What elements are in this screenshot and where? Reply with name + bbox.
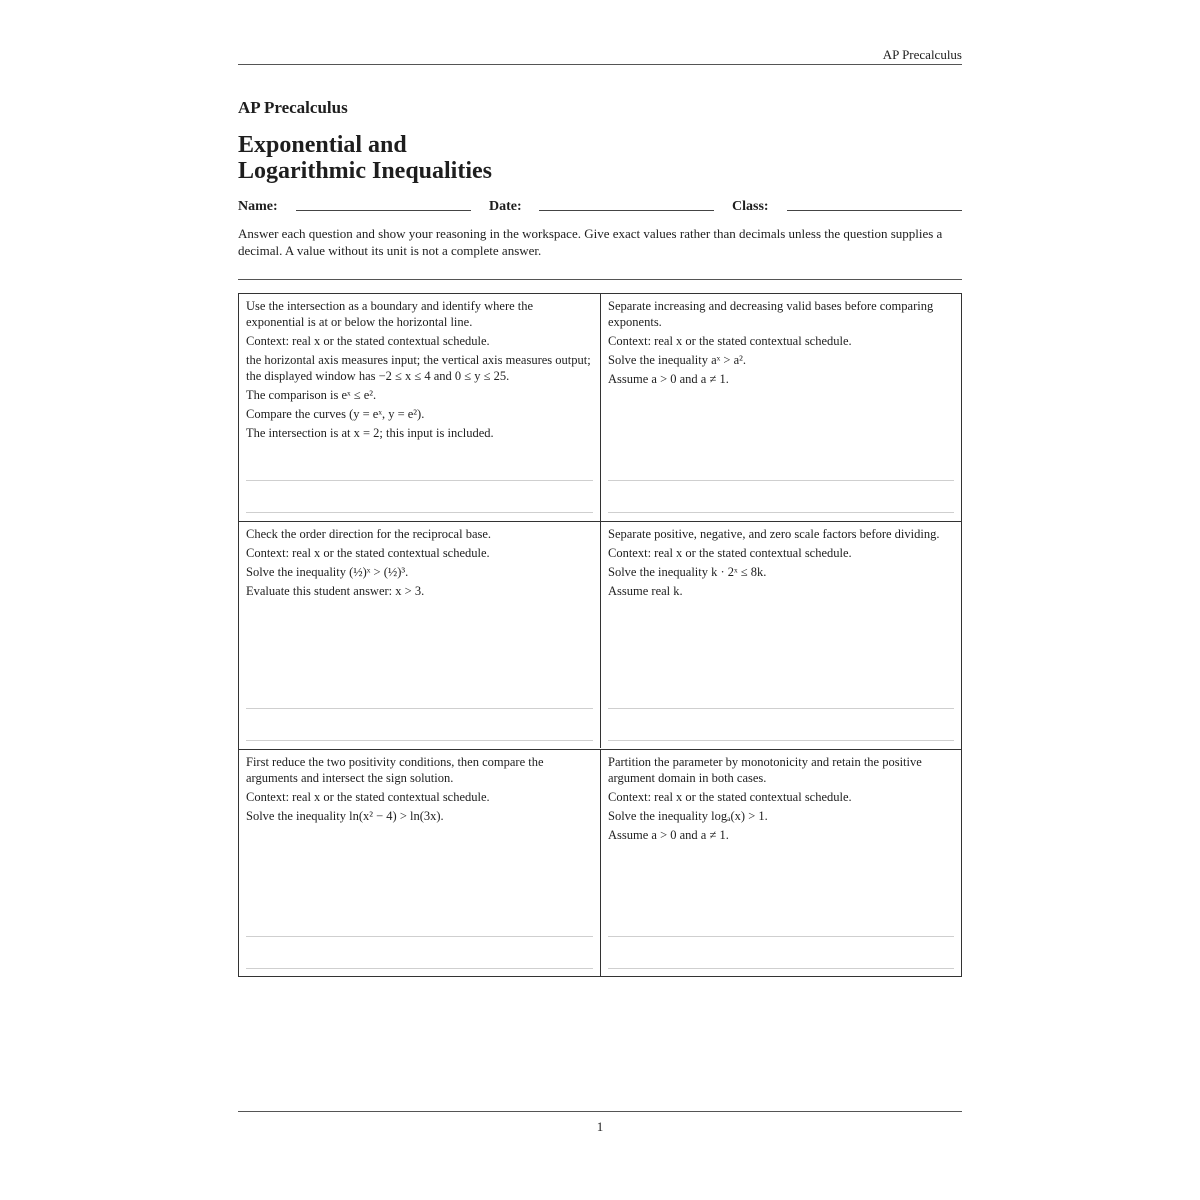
question-text: The comparison is eˣ ≤ e². bbox=[246, 388, 377, 402]
footer-rule bbox=[238, 1111, 962, 1112]
question-text: Context: real x or the stated contextual schedule. bbox=[246, 546, 490, 560]
question-cell bbox=[600, 521, 961, 748]
question-text: Solve the inequality (½)ˣ > (½)³. bbox=[246, 565, 409, 579]
class-label: Class: bbox=[732, 199, 769, 214]
answer-line[interactable] bbox=[246, 708, 593, 709]
question-text: Assume a > 0 and a ≠ 1. bbox=[608, 828, 729, 842]
question-text: Check the order direction for the reciprocal base. bbox=[246, 527, 492, 541]
answer-line[interactable] bbox=[246, 480, 593, 481]
title-line-1: Exponential and bbox=[238, 132, 407, 158]
question-text: First reduce the two positivity conditions, then compare the arguments and intersect the sign solution. bbox=[246, 755, 544, 785]
answer-line[interactable] bbox=[246, 936, 593, 937]
name-field[interactable] bbox=[296, 210, 471, 211]
page-number: 1 bbox=[596, 1119, 604, 1134]
answer-line[interactable] bbox=[608, 740, 954, 741]
question-text: Assume a > 0 and a ≠ 1. bbox=[608, 372, 729, 386]
answer-line[interactable] bbox=[246, 740, 593, 741]
answer-line[interactable] bbox=[608, 968, 954, 969]
question-text: Solve the inequality ln(x² − 4) > ln(3x). bbox=[246, 809, 444, 823]
question-text: Context: real x or the stated contextual schedule. bbox=[246, 334, 490, 348]
question-text: Solve the inequality k · 2ˣ ≤ 8k. bbox=[608, 565, 767, 579]
name-label: Name: bbox=[238, 199, 278, 214]
question-text: Context: real x or the stated contextual schedule. bbox=[246, 790, 490, 804]
question-text: the horizontal axis measures input; the vertical axis measures output; the displayed window has −2 ≤ x ≤ 4 and 0 ≤ y ≤ 25. bbox=[246, 353, 591, 383]
header-rule bbox=[238, 64, 962, 65]
question-cell bbox=[239, 521, 600, 748]
date-label: Date: bbox=[489, 199, 522, 214]
answer-line[interactable] bbox=[608, 480, 954, 481]
question-text: Context: real x or the stated contextual schedule. bbox=[608, 334, 852, 348]
question-cell bbox=[239, 749, 600, 976]
question-text: Context: real x or the stated contextual schedule. bbox=[608, 790, 852, 804]
title-line-2: Logarithmic Inequalities bbox=[238, 158, 493, 184]
question-text: Evaluate this student answer: x > 3. bbox=[246, 584, 425, 598]
date-field[interactable] bbox=[539, 210, 714, 211]
question-text: Assume real k. bbox=[608, 584, 683, 598]
question-cell bbox=[600, 749, 961, 976]
question-cell bbox=[239, 294, 600, 521]
answer-line[interactable] bbox=[246, 968, 593, 969]
running-header: AP Precalculus bbox=[882, 47, 962, 62]
answer-line[interactable] bbox=[608, 512, 954, 513]
question-text: Use the intersection as a boundary and identify where the exponential is at or below the horizontal line. bbox=[246, 299, 534, 329]
question-text: Solve the inequality logₐ(x) > 1. bbox=[608, 809, 768, 823]
class-field[interactable] bbox=[787, 210, 962, 211]
question-text: Separate increasing and decreasing valid bases before comparing exponents. bbox=[608, 299, 934, 329]
instructions: Answer each question and show your reasoning in the workspace. Give exact values rather than decimals unless the question supplies a decimal. A value without its unit is not a complete answer. bbox=[238, 226, 943, 258]
question-grid bbox=[238, 293, 962, 977]
instructions-rule bbox=[238, 279, 962, 280]
question-text: Context: real x or the stated contextual schedule. bbox=[608, 546, 852, 560]
question-text: The intersection is at x = 2; this input is included. bbox=[246, 426, 494, 440]
question-text: Solve the inequality aˣ > a². bbox=[608, 353, 746, 367]
question-text: Compare the curves (y = eˣ, y = e²). bbox=[246, 407, 425, 421]
course-name: AP Precalculus bbox=[238, 98, 348, 117]
answer-line[interactable] bbox=[608, 708, 954, 709]
worksheet-title bbox=[238, 132, 738, 184]
answer-line[interactable] bbox=[608, 936, 954, 937]
answer-line[interactable] bbox=[246, 512, 593, 513]
question-cell bbox=[600, 294, 961, 521]
question-text: Partition the parameter by monotonicity and retain the positive argument domain in both cases. bbox=[608, 755, 922, 785]
question-text: Separate positive, negative, and zero scale factors before dividing. bbox=[608, 527, 940, 541]
